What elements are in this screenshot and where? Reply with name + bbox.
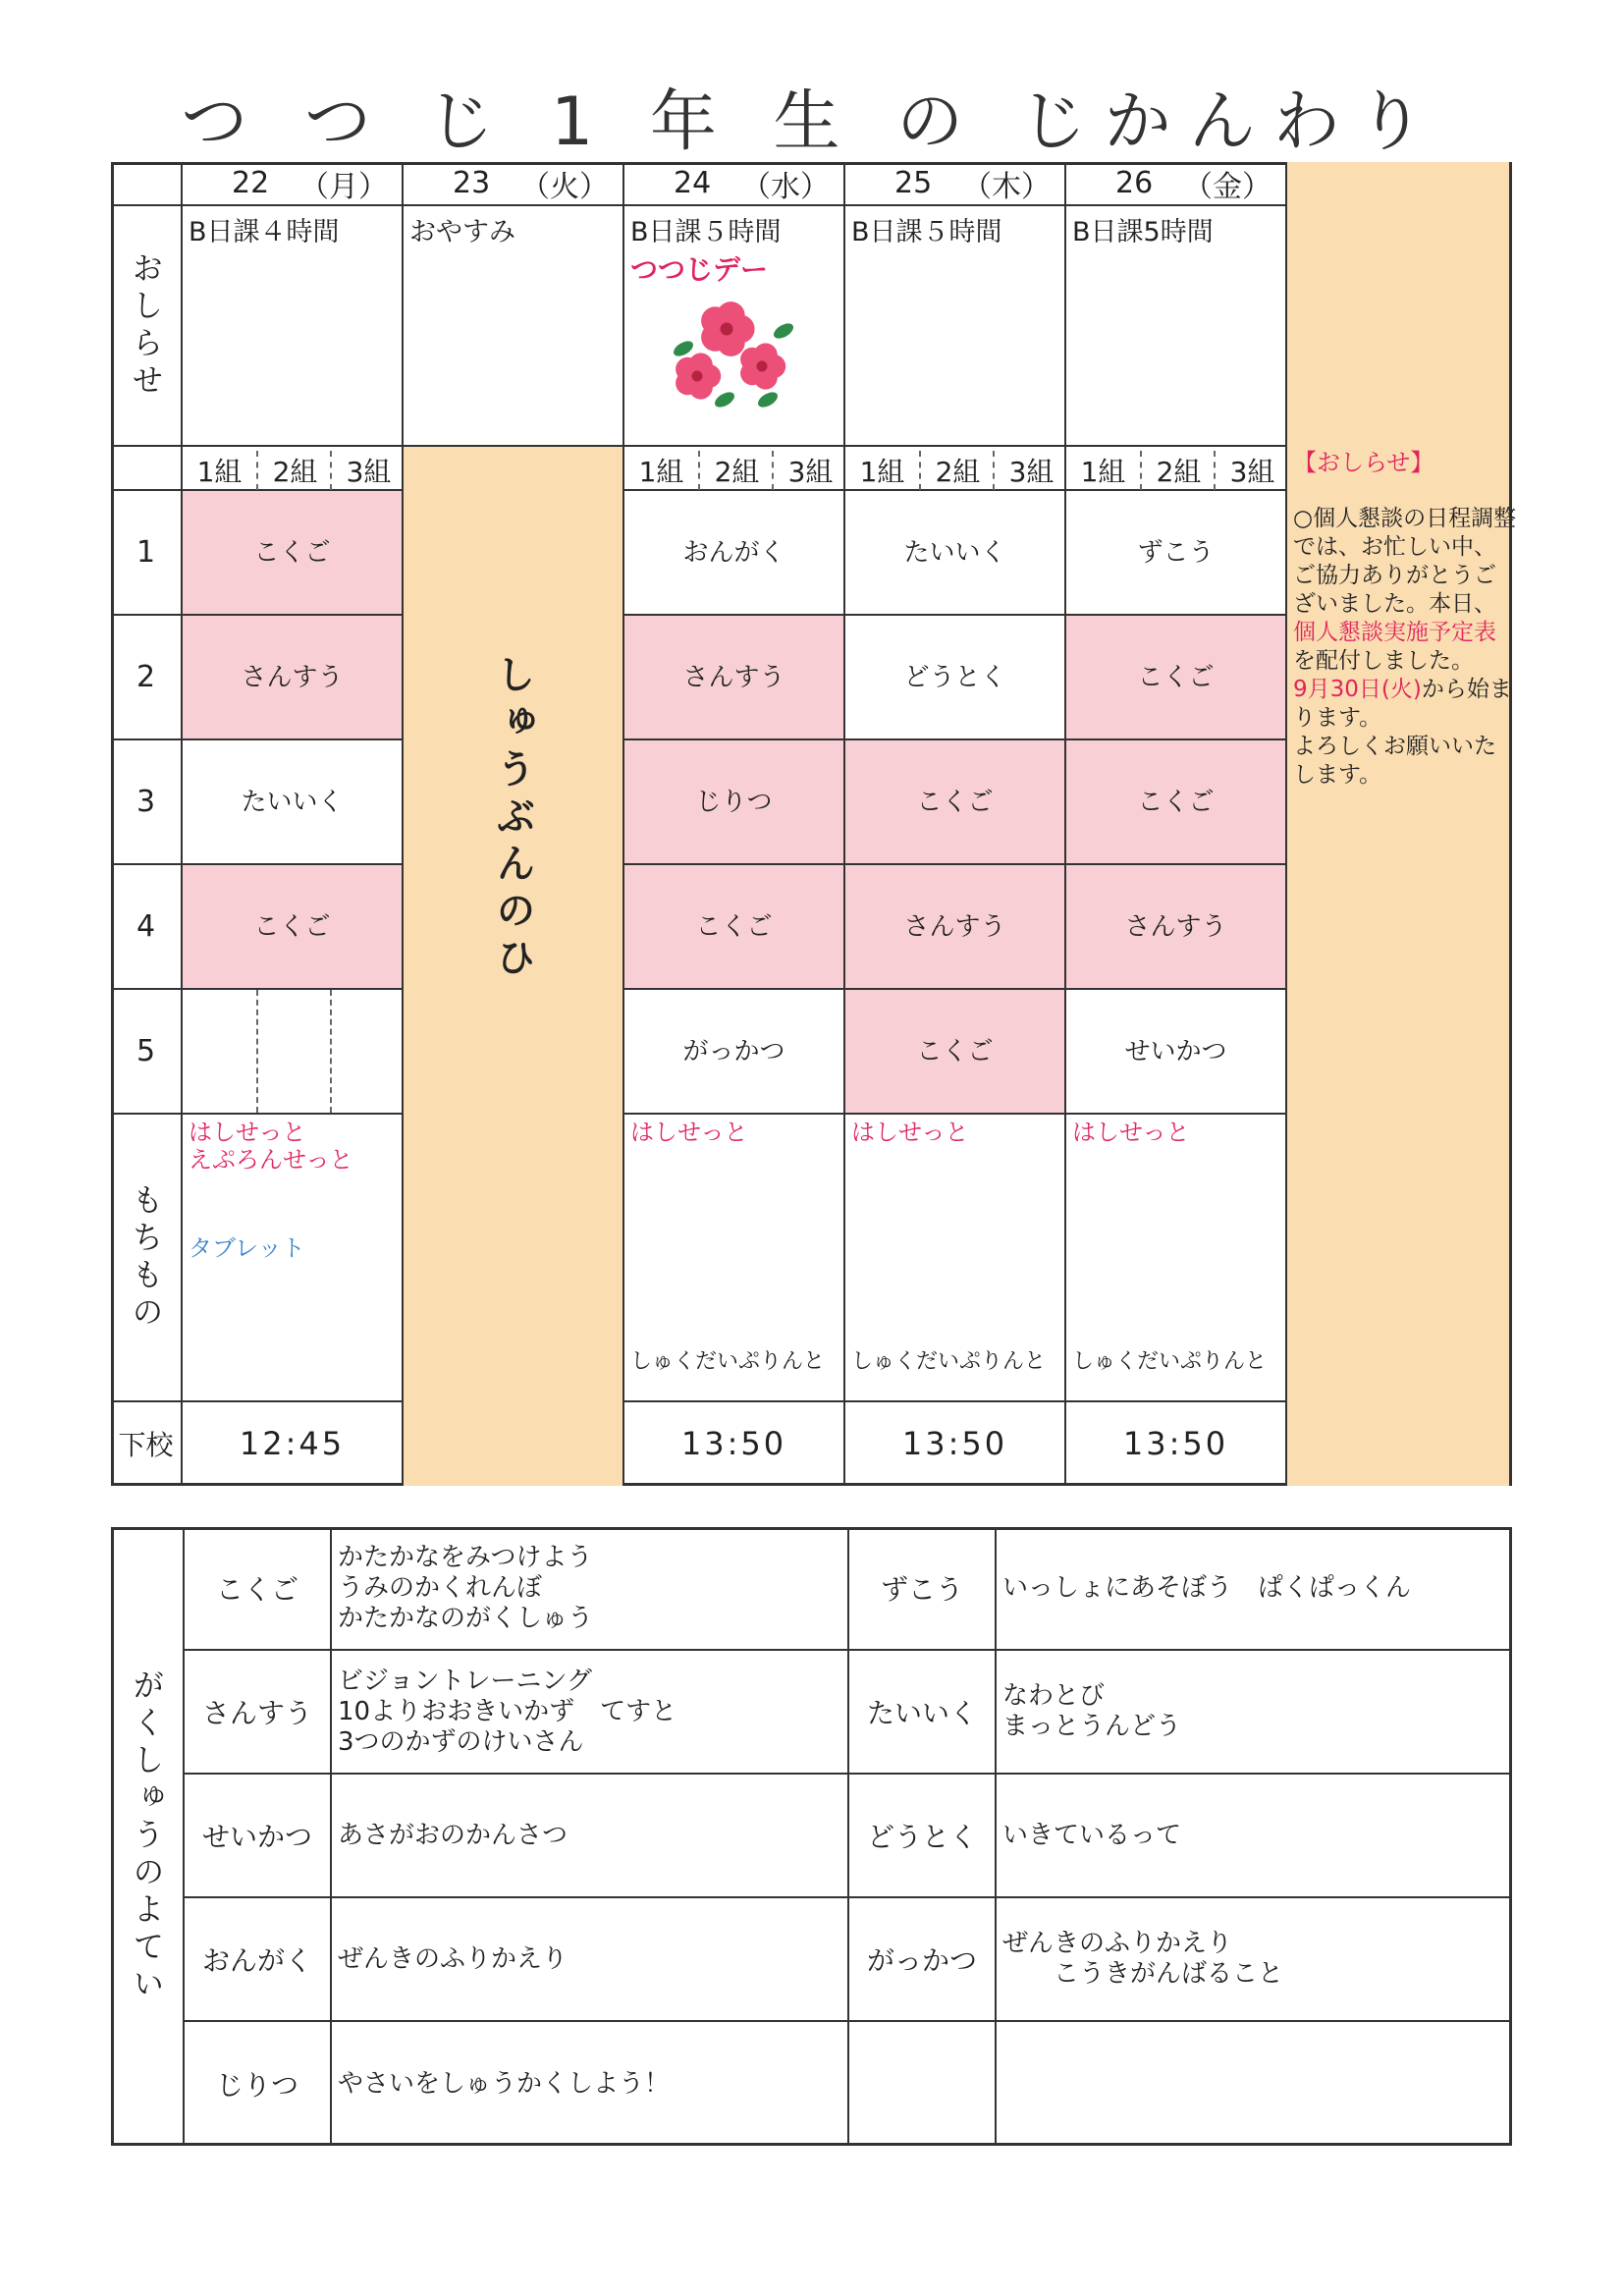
items-cell-fri (1066, 1115, 1287, 1402)
subject-name: さんすう (1124, 911, 1227, 942)
period-label-cell (111, 990, 183, 1115)
day-of-week: （火） (520, 169, 609, 204)
period-cell-thu-4 (845, 865, 1066, 990)
day-header-24 (624, 162, 845, 206)
subject-name: こくご (253, 537, 331, 568)
items-homework: しゅくだいぷりんと (630, 1349, 826, 1374)
learning-side-label: がくしゅうのよてい (128, 1668, 166, 2004)
side-notice (1287, 447, 1524, 844)
items-homework: しゅくだいぷりんと (1072, 1349, 1268, 1374)
period-cell-thu-3 (845, 740, 1066, 865)
period-number: 3 (135, 785, 156, 819)
day-header-23 (404, 162, 624, 206)
learning-content-left (332, 1775, 849, 1898)
items-homework: しゅくだいぷりんと (851, 1349, 1047, 1374)
dismissal-time: 13:50 (1122, 1424, 1229, 1462)
learning-subject-left (185, 1527, 332, 1651)
learning-content-left (332, 2022, 849, 2146)
period-cell-wed-3 (624, 740, 845, 865)
subject-name: おんがく (201, 1944, 312, 1977)
learning-content-right (997, 1775, 1512, 1898)
day-of-week: （水） (741, 169, 830, 204)
dismissal-cell-mon (183, 1402, 404, 1486)
period-cell-fri-5 (1066, 990, 1287, 1115)
notice-cell-24 (624, 206, 845, 447)
content-text: かたかなをみつけよう うみのかくれんぼ かたかなのがくしゅう (338, 1542, 594, 1633)
notice-text: B日課５時間 (630, 217, 782, 247)
subject-name: ずこう (1137, 537, 1215, 568)
event-label: つつじデー (630, 253, 769, 286)
day-of-week: （木） (962, 169, 1051, 204)
subject-name: おんがく (682, 537, 785, 568)
notice-cell-26 (1066, 206, 1287, 447)
day-of-week: （月） (299, 169, 388, 204)
learning-subject-right (849, 1527, 997, 1651)
period-cell-wed-2 (624, 616, 845, 740)
learning-subject-right (849, 1898, 997, 2022)
learning-side-label-cell (111, 1527, 185, 2146)
period-number: 2 (135, 660, 156, 694)
class-label: 2組 (256, 451, 332, 490)
class-subheader (183, 447, 404, 491)
items-cell-wed (624, 1115, 845, 1402)
class-subheader (624, 447, 845, 491)
class-label: 2組 (919, 451, 995, 490)
content-text: なわとび まっとうんどう (1002, 1681, 1182, 1741)
period-cell-mon-2 (183, 616, 404, 740)
period-cell-fri-1 (1066, 491, 1287, 616)
class-label: 2組 (1140, 451, 1216, 490)
content-text: ぜんきのふりかえり こうきがんばること (1002, 1929, 1284, 1989)
corner-cell (111, 162, 183, 206)
period-number: 5 (135, 1034, 156, 1068)
day-number: 23 (453, 166, 491, 200)
class-label: 1組 (859, 456, 905, 488)
dismissal-cell-wed (624, 1402, 845, 1486)
content-text: いきているって (1002, 1820, 1182, 1850)
day-number: 24 (674, 166, 712, 200)
subject-name: たいいく (241, 787, 344, 817)
notice-text: おやすみ (409, 217, 515, 247)
class-label: 3組 (330, 451, 406, 490)
items-cell-thu (845, 1115, 1066, 1402)
subject-name: じりつ (695, 787, 773, 817)
learning-subject-left (185, 1775, 332, 1898)
items-blue: タブレット (189, 1234, 305, 1262)
subject-name: さんすう (201, 1697, 312, 1729)
learning-content-left (332, 1527, 849, 1651)
day-of-week: （金） (1183, 169, 1271, 204)
learning-subject-left (185, 1898, 332, 2022)
learning-subject-right (849, 1651, 997, 1775)
subject-name: こくご (253, 911, 331, 942)
subject-name: たいいく (903, 537, 1006, 568)
learning-content-left (332, 1898, 849, 2022)
subject-name: たいいく (866, 1697, 977, 1729)
learning-content-right (997, 1527, 1512, 1651)
split-line (256, 990, 258, 1113)
items-red: はしせっと (851, 1119, 969, 1146)
day-number: 22 (232, 166, 270, 200)
learning-subject-left (185, 1651, 332, 1775)
dismissal-time: 13:50 (901, 1424, 1008, 1462)
dismissal-time: 13:50 (680, 1424, 787, 1462)
content-text: ビジョントレーニング 10よりおおきいかず てすと 3つのかずのけいさん (338, 1666, 677, 1757)
subheader-corner (111, 447, 183, 491)
holiday-column (404, 447, 624, 1486)
period-cell-fri-2 (1066, 616, 1287, 740)
subject-name: さんすう (682, 662, 785, 692)
day-header-22 (183, 162, 404, 206)
learning-content-right (997, 1651, 1512, 1775)
dismissal-time: 12:45 (239, 1424, 346, 1462)
subject-name: こくご (916, 1036, 994, 1066)
side-notice-heading: 【おしらせ】 (1293, 449, 1434, 476)
day-header-26 (1066, 162, 1287, 206)
subject-name: ずこう (880, 1573, 963, 1606)
class-label: 3組 (1214, 451, 1289, 490)
subject-name: せいかつ (1124, 1036, 1227, 1066)
day-number: 26 (1115, 166, 1154, 200)
content-text: あさがおのかんさつ (338, 1820, 568, 1850)
period-cell-mon-1 (183, 491, 404, 616)
period-cell-thu-1 (845, 491, 1066, 616)
subject-name: こくご (1137, 787, 1215, 817)
side-notice-closing: よろしくお願いいたします。 (1293, 734, 1496, 788)
class-label: 1組 (196, 456, 243, 488)
class-label: 1組 (1080, 456, 1126, 488)
period-cell-wed-1 (624, 491, 845, 616)
mochimono-label: もちもの (127, 1182, 165, 1333)
side-notice-date: 9月30日(火)から始まります。 (1293, 677, 1512, 731)
gekou-label-cell (111, 1402, 183, 1486)
oshirase-label: おしらせ (127, 250, 165, 401)
dismissal-cell-thu (845, 1402, 1066, 1486)
period-cell-wed-5 (624, 990, 845, 1115)
period-label-cell (111, 616, 183, 740)
oshirase-label-cell (111, 206, 183, 447)
learning-subject-right (849, 2022, 997, 2146)
day-header-25 (845, 162, 1066, 206)
learning-content-left (332, 1651, 849, 1775)
items-red: はしせっと えぷろんせっと (189, 1119, 353, 1174)
subject-name: どうとく (866, 1821, 977, 1853)
subject-name: こくご (695, 911, 773, 942)
learning-content-right (997, 1898, 1512, 2022)
mochimono-label-cell (111, 1115, 183, 1402)
period-cell-mon-5 (183, 990, 404, 1115)
period-label-cell (111, 865, 183, 990)
day-number: 25 (894, 166, 933, 200)
dismissal-cell-fri (1066, 1402, 1287, 1486)
subject-name: こくご (916, 787, 994, 817)
class-label: 3組 (772, 451, 847, 490)
class-label: 1組 (638, 456, 684, 488)
subject-name: さんすう (903, 911, 1006, 942)
learning-subject-right (849, 1775, 997, 1898)
period-cell-mon-3 (183, 740, 404, 865)
period-number: 1 (135, 535, 156, 570)
subject-name: こくご (215, 1573, 298, 1606)
class-label: 2組 (698, 451, 774, 490)
gekou-label: 下校 (118, 1428, 174, 1461)
notice-text: B日課５時間 (851, 217, 1002, 247)
content-text: ぜんきのふりかえり (338, 1943, 568, 1974)
content-text: やさいをしゅうかくしよう！ (338, 2068, 671, 2099)
notice-text: B日課４時間 (189, 217, 340, 247)
learning-subject-left (185, 2022, 332, 2146)
period-cell-mon-4 (183, 865, 404, 990)
notice-cell-25 (845, 206, 1066, 447)
subject-name: こくご (1137, 662, 1215, 692)
class-label: 3組 (993, 451, 1068, 490)
period-cell-thu-5 (845, 990, 1066, 1115)
items-red: はしせっと (630, 1119, 748, 1146)
subject-name: さんすう (241, 662, 344, 692)
notice-text: B日課5時間 (1072, 217, 1214, 247)
content-text: いっしょにあそぼう ぱくぱっくん (1002, 1572, 1412, 1603)
period-label-cell (111, 740, 183, 865)
subject-name: がっかつ (866, 1944, 977, 1977)
class-subheader (1066, 447, 1287, 491)
notice-cell-22 (183, 206, 404, 447)
learning-frame (111, 1527, 1512, 2146)
items-red: はしせっと (1072, 1119, 1190, 1146)
subject-name: がっかつ (682, 1036, 785, 1066)
period-number: 4 (135, 909, 156, 944)
period-label-cell (111, 491, 183, 616)
period-cell-wed-4 (624, 865, 845, 990)
items-cell-mon (183, 1115, 404, 1402)
class-subheader (845, 447, 1066, 491)
holiday-label: しゅうぶんのひ (490, 654, 535, 984)
period-cell-fri-4 (1066, 865, 1287, 990)
period-cell-fri-3 (1066, 740, 1287, 865)
subject-name: じりつ (215, 2069, 298, 2102)
split-line (330, 990, 332, 1113)
side-notice-paragraph: ○個人懇談の日程調整では、お忙しい中、ご協力ありがとうございました。本日、個人懇談実施予定表を配付しました。 (1293, 506, 1517, 674)
subject-name: せいかつ (201, 1821, 312, 1853)
page-title: つ つ じ 1 年 生 の じかんわり (181, 83, 1442, 161)
learning-content-right (997, 2022, 1512, 2146)
notice-cell-23 (404, 206, 624, 447)
subject-name: どうとく (903, 662, 1006, 692)
azalea-flowers-icon (666, 290, 793, 417)
period-cell-thu-2 (845, 616, 1066, 740)
